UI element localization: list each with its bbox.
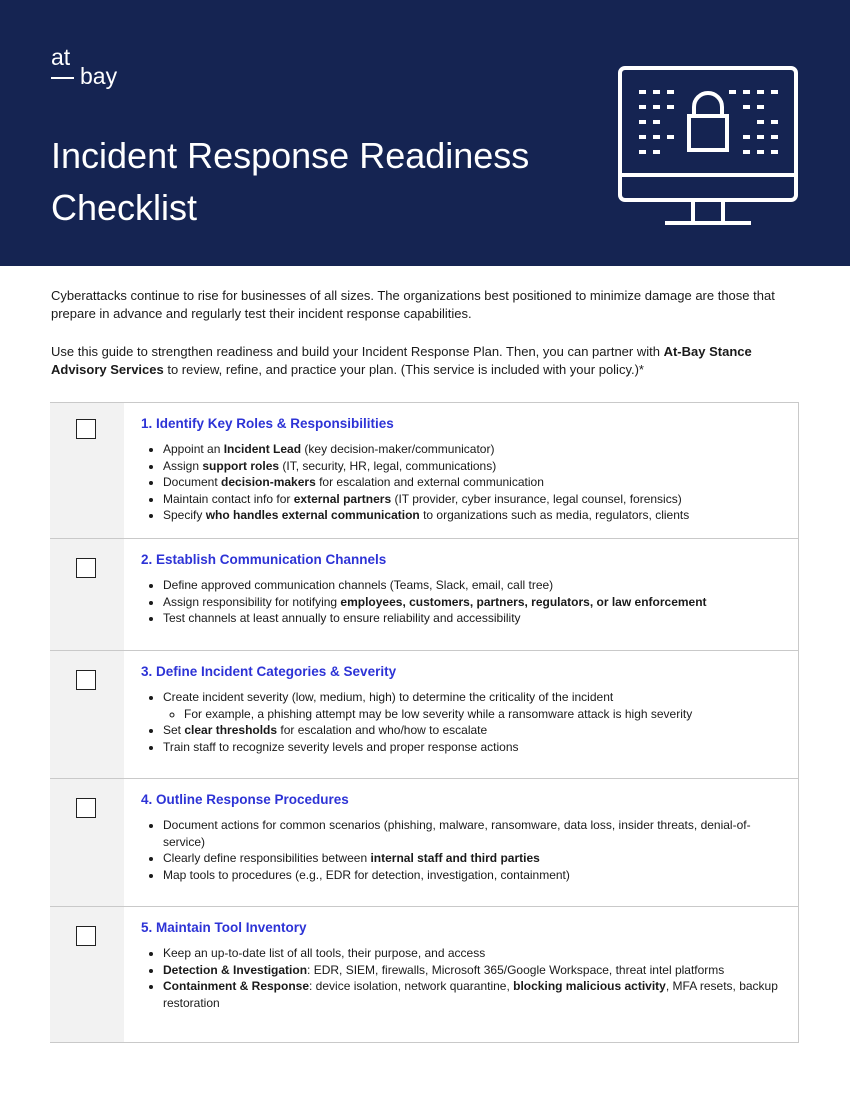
checklist-checkbox[interactable] xyxy=(76,670,96,690)
bullet-text: for escalation and external communication xyxy=(315,475,544,490)
bullet-text: : EDR, SIEM, firewalls, Microsoft 365/Google Workspace, threat intel platforms xyxy=(307,962,725,977)
list-item xyxy=(163,817,786,850)
intro-paragraph-2 xyxy=(51,343,801,379)
bullet-text: Keep an up-to-date list of all tools, their purpose, and access xyxy=(163,946,486,960)
checklist-item xyxy=(50,779,798,907)
list-item xyxy=(163,458,786,475)
bullet-text: Set xyxy=(163,723,185,738)
list-item xyxy=(163,594,786,611)
checklist-checkbox[interactable] xyxy=(76,798,96,818)
page-title xyxy=(51,130,611,234)
intro-text-span: Use this guide to strengthen readiness and build your Incident Response Plan. Then, you can partner with xyxy=(51,344,664,359)
bullet-text: Specify xyxy=(163,508,206,523)
list-item xyxy=(163,945,786,962)
logo-text-at: at xyxy=(51,44,71,70)
checklist-item xyxy=(50,907,798,1043)
list-item xyxy=(163,867,786,884)
list-item xyxy=(163,610,786,627)
list-item xyxy=(163,491,786,508)
list-item xyxy=(163,739,786,756)
section-heading: 4. Outline Response Procedures xyxy=(141,792,349,807)
bullet-text: Train staff to recognize severity levels and proper response actions xyxy=(163,739,519,754)
bullet-text: Test channels at least annually to ensure reliability and accessibility xyxy=(163,611,521,626)
logo-text-bay: bay xyxy=(80,63,118,89)
bullet-emphasis: Containment & Response xyxy=(163,979,310,994)
bullet-list xyxy=(141,945,786,1011)
list-item xyxy=(163,507,786,524)
list-item xyxy=(163,474,786,491)
list-item xyxy=(163,962,786,979)
checklist-content xyxy=(124,403,798,538)
monitor-lock-icon xyxy=(617,65,801,227)
list-item xyxy=(163,577,786,594)
bullet-text: (IT provider, cyber insurance, legal counsel, forensics) xyxy=(391,491,682,506)
bullet-emphasis: clear thresholds xyxy=(184,723,278,738)
list-item xyxy=(163,722,786,739)
bullet-list xyxy=(141,577,786,627)
stance-advisory-services-emphasis: At-Bay Stance Advisory Services xyxy=(51,344,752,377)
bullet-list xyxy=(141,817,786,883)
sub-list-item: ◦ For example, a phishing attempt may be low severity while a ransomware attack is high severity xyxy=(184,706,786,723)
checklist-content xyxy=(124,651,798,778)
bullet-text: Clearly define responsibilities between xyxy=(163,851,371,866)
page-title-line-1: Incident Response Readiness xyxy=(51,135,530,176)
checklist-checkbox[interactable] xyxy=(76,419,96,439)
bullet-emphasis: who handles external communication xyxy=(205,508,420,523)
section-heading: 1. Identify Key Roles & Responsibilities xyxy=(141,416,394,431)
bullet-text: Assign responsibility for notifying xyxy=(163,594,341,609)
list-item xyxy=(163,689,786,722)
bullet-text: Assign xyxy=(163,458,203,473)
header-banner xyxy=(0,0,850,266)
checklist-checkbox[interactable] xyxy=(76,926,96,946)
bullet-text: (IT, security, HR, legal, communications) xyxy=(279,458,497,473)
checklist-item xyxy=(50,651,798,779)
checkbox-column xyxy=(50,539,124,650)
bullet-text: for escalation and who/how to escalate xyxy=(277,723,488,738)
bullet-text: : device isolation, network quarantine, xyxy=(309,979,514,994)
bullet-text: Create incident severity (low, medium, high) to determine the criticality of the incident xyxy=(163,690,614,704)
bullet-text: to organizations such as media, regulators, clients xyxy=(419,508,690,523)
checkbox-column xyxy=(50,651,124,778)
list-item xyxy=(163,850,786,867)
bullet-emphasis: decision-makers xyxy=(221,475,316,490)
checklist-content xyxy=(124,539,798,650)
checkbox-column xyxy=(50,779,124,906)
section-heading: 2. Establish Communication Channels xyxy=(141,552,387,567)
logo-underline xyxy=(51,77,74,79)
checkbox-column xyxy=(50,403,124,538)
intro-text-span: to review, refine, and practice your plan. (This service is included with your policy.)* xyxy=(163,362,644,377)
bullet-text: Appoint an xyxy=(163,442,224,456)
list-item xyxy=(163,978,786,1011)
checklist-item xyxy=(50,539,798,651)
intro-paragraph-1: Cyberattacks continue to rise for businesses of all sizes. The organizations best positioned to minimize damage are those that prepare in advance and regularly test their incident response capabilities. xyxy=(51,288,775,321)
bullet-emphasis: Detection & Investigation xyxy=(163,962,308,977)
bullet-emphasis: support roles xyxy=(202,458,280,473)
list-item xyxy=(163,441,786,458)
checklist-content xyxy=(124,779,798,906)
checklist-content xyxy=(124,907,798,1042)
checklist-checkbox[interactable] xyxy=(76,558,96,578)
intro-text xyxy=(51,287,801,399)
bullet-text: Document xyxy=(163,475,222,490)
bullet-text: Define approved communication channels (Teams, Slack, email, call tree) xyxy=(163,578,554,592)
bullet-text: Maintain contact info for xyxy=(163,491,294,506)
section-heading: 3. Define Incident Categories & Severity xyxy=(141,664,397,679)
section-heading: 5. Maintain Tool Inventory xyxy=(141,920,307,935)
bullet-text: Document actions for common scenarios (phishing, malware, ransomware, data loss, insider threats, denial-of-service) xyxy=(163,818,751,849)
sub-bullet-list xyxy=(163,706,786,723)
bullet-list xyxy=(141,441,786,524)
bullet-emphasis: external partners xyxy=(293,491,392,506)
bullet-emphasis: internal staff and third parties xyxy=(370,851,540,866)
checklist-item xyxy=(50,403,798,539)
bullet-list xyxy=(141,689,786,755)
bullet-text: (key decision-maker/communicator) xyxy=(301,442,495,456)
bullet-emphasis: blocking malicious activity xyxy=(513,979,666,994)
bullet-emphasis: employees, customers, partners, regulators, or law enforcement xyxy=(340,594,707,609)
checkbox-column xyxy=(50,907,124,1042)
bullet-text: Map tools to procedures (e.g., EDR for detection, investigation, containment) xyxy=(163,867,570,882)
page-title-line-2: Checklist xyxy=(51,187,198,228)
readiness-checklist xyxy=(50,402,799,1043)
bullet-text: , MFA resets, backup restoration xyxy=(163,979,778,1010)
bullet-emphasis: Incident Lead xyxy=(223,442,302,456)
